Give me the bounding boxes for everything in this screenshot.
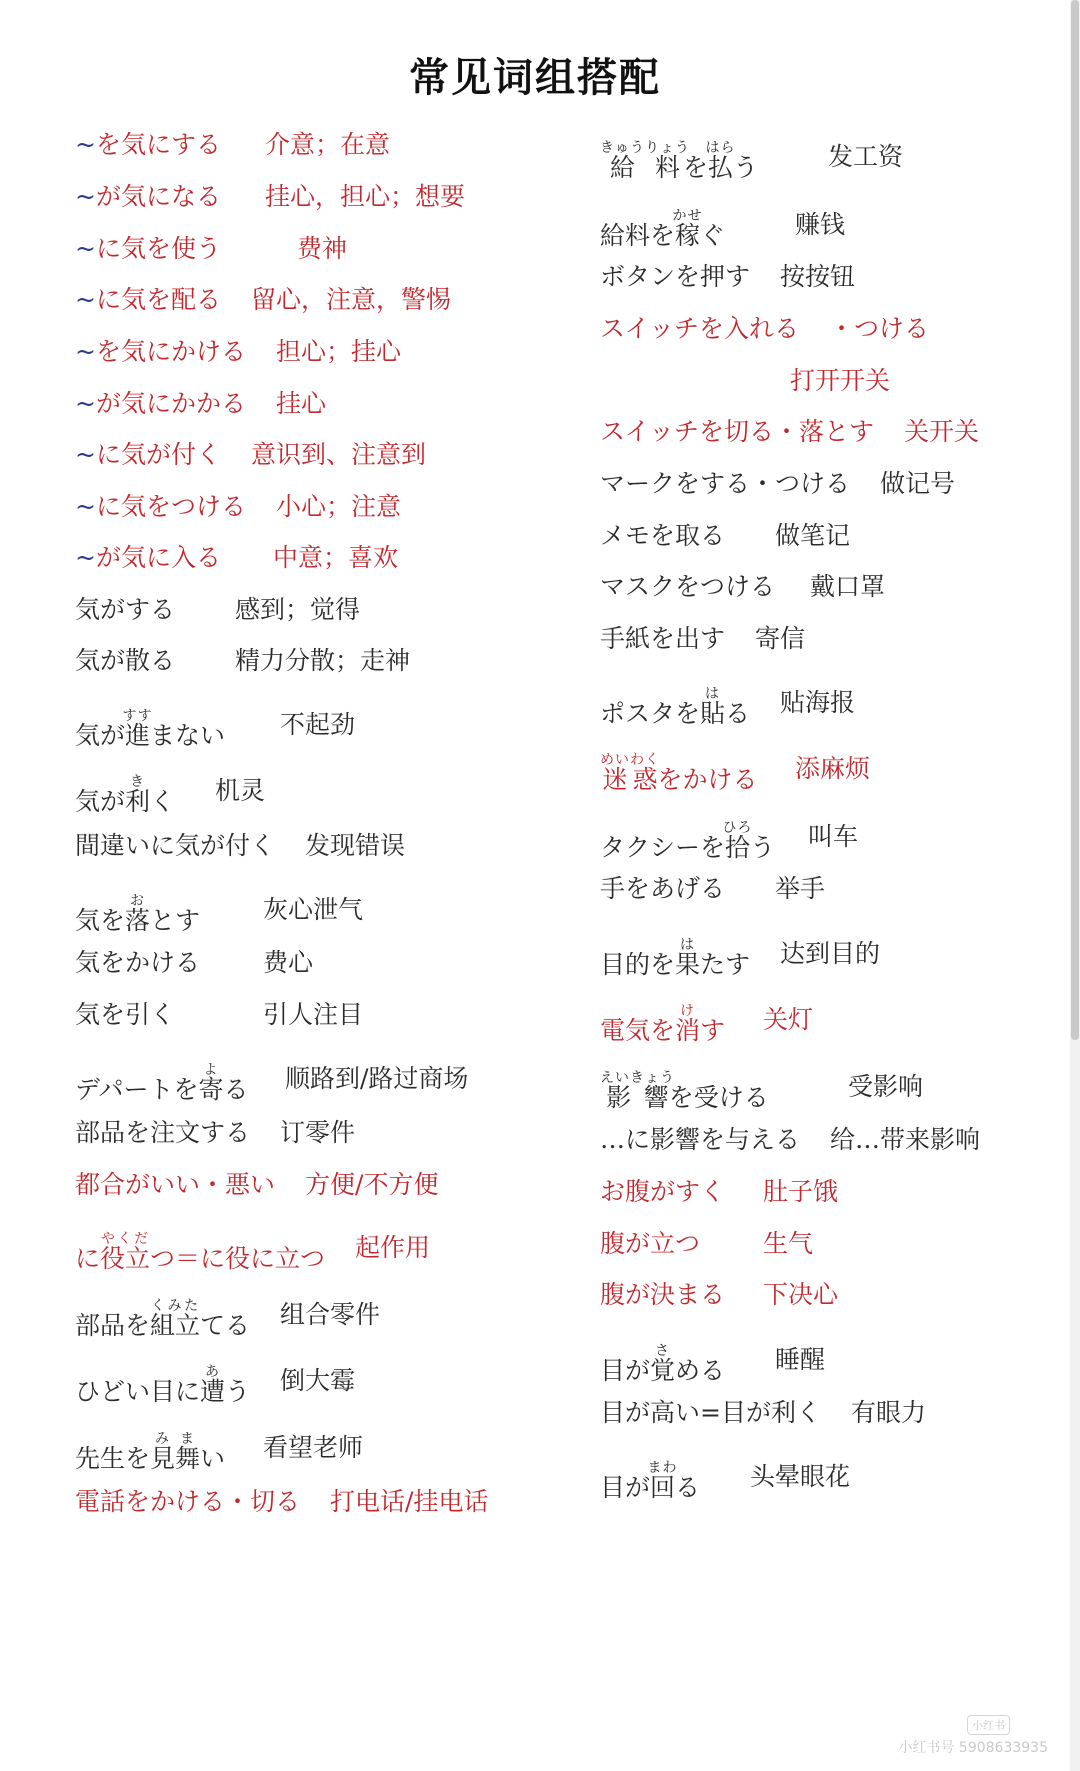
chinese-meaning: 介意；在意	[265, 130, 391, 159]
furigana: めいわく	[600, 752, 660, 768]
ruby-base: 影響	[600, 1083, 675, 1112]
chinese-meaning: 下决心	[763, 1280, 839, 1309]
japanese-phrase	[600, 570, 775, 604]
phrase-text: い	[200, 1444, 226, 1473]
page-title: 常见词组搭配	[409, 54, 661, 101]
furigana: さ	[650, 1343, 676, 1359]
chinese-meaning: 顺路到/路过商场	[285, 1064, 469, 1093]
japanese-phrase	[75, 541, 221, 575]
ruby-base: 寄	[198, 1075, 224, 1104]
watermark-logo: 小红书	[967, 1715, 1010, 1735]
phrase-text: 気が散る	[75, 646, 176, 675]
phrase-text: スイッチを入れる	[600, 314, 800, 343]
phrase-text: ボタンを押す	[600, 262, 751, 291]
chinese-meaning: 订零件	[280, 1118, 356, 1147]
chinese-meaning: 肚子饿	[763, 1177, 839, 1206]
japanese-phrase	[75, 438, 221, 472]
chinese-meaning: ・つける	[829, 314, 930, 343]
phrase-text: てる	[200, 1311, 251, 1340]
japanese-phrase	[75, 946, 200, 980]
ruby-word	[705, 140, 736, 182]
phrase-text: 部品を注文する	[75, 1118, 251, 1147]
chinese-meaning: 不起劲	[280, 710, 356, 739]
tilde-marker: ~	[75, 285, 96, 314]
japanese-phrase	[75, 1431, 225, 1476]
chinese-meaning: 挂心	[275, 389, 326, 418]
phrase-text: に気をつける	[95, 492, 246, 521]
japanese-phrase	[75, 1062, 249, 1107]
japanese-phrase	[75, 1298, 250, 1343]
ruby-base: 拾	[722, 833, 753, 862]
chinese-meaning: 关灯	[763, 1005, 814, 1034]
furigana: みま	[150, 1431, 201, 1447]
chinese-meaning: 看望老师	[263, 1433, 364, 1462]
chinese-meaning: 发现错误	[305, 831, 406, 860]
chinese-meaning: 寄信	[755, 624, 806, 653]
chinese-meaning: 费神	[297, 234, 348, 263]
japanese-phrase	[75, 1364, 250, 1409]
ruby-base: 給料	[600, 153, 690, 182]
tilde-marker: ~	[75, 492, 96, 521]
chinese-meaning: 留心，注意，警惕	[250, 285, 451, 314]
phrase-text: す	[700, 1016, 726, 1045]
japanese-phrase	[75, 232, 221, 266]
furigana: は	[675, 937, 701, 953]
chinese-meaning: 灰心泄气	[263, 895, 364, 924]
ruby-word	[150, 1431, 201, 1473]
phrase-text: マスクをつける	[600, 572, 776, 601]
chinese-meaning: 组合零件	[280, 1300, 381, 1329]
furigana: あ	[200, 1364, 226, 1380]
phrase-text: 電話をかける・切る	[75, 1487, 301, 1516]
japanese-phrase	[600, 1396, 821, 1430]
japanese-phrase	[75, 387, 246, 421]
chinese-meaning: 费心	[263, 948, 314, 977]
furigana: えいきょう	[600, 1070, 675, 1086]
ruby-word	[700, 686, 726, 728]
ruby-base: 消	[675, 1016, 701, 1045]
ruby-word	[200, 1364, 226, 1406]
ruby-base: 遭	[200, 1377, 226, 1406]
japanese-phrase	[75, 998, 175, 1032]
furigana: くみた	[150, 1298, 201, 1314]
ruby-word	[722, 820, 753, 862]
phrase-text: ひどい目に	[75, 1377, 201, 1406]
ruby-word	[600, 752, 660, 794]
chinese-meaning: 头晕眼花	[750, 1462, 851, 1491]
japanese-phrase	[600, 622, 725, 656]
chinese-meaning: 感到；觉得	[235, 595, 361, 624]
japanese-phrase	[75, 1168, 275, 1202]
chinese-meaning: 挂心，担心；想要	[265, 182, 466, 211]
ruby-base: 落	[125, 906, 151, 935]
ruby-word	[600, 1070, 675, 1112]
scrollbar[interactable]	[1070, 0, 1080, 1771]
phrase-text: を受ける	[668, 1083, 769, 1112]
ruby-word	[675, 1003, 701, 1045]
chinese-meaning: 意识到、注意到	[250, 440, 426, 469]
ruby-base: 払	[705, 153, 736, 182]
ruby-word	[100, 1231, 151, 1273]
phrase-text: 間違いに気が付く	[75, 831, 276, 860]
furigana: まわ	[647, 1460, 678, 1476]
ruby-base: 組立	[150, 1311, 201, 1340]
phrase-text: スイッチを切る・落とす	[600, 417, 875, 446]
phrase-text: 気が	[75, 721, 126, 750]
phrase-text: をかける	[657, 765, 758, 794]
phrase-text: る	[675, 1473, 701, 1502]
chinese-meaning: 方便/不方便	[305, 1170, 439, 1199]
ruby-word	[672, 208, 703, 250]
phrase-text: に	[75, 1244, 101, 1273]
phrase-text: お腹がすく	[600, 1177, 726, 1206]
ruby-base: 迷惑	[600, 765, 660, 794]
furigana: やくだ	[100, 1231, 151, 1247]
phrase-text: 目が	[600, 1473, 651, 1502]
phrase-text: う	[733, 153, 759, 182]
japanese-phrase	[600, 260, 750, 294]
furigana: き	[125, 774, 151, 790]
phrase-text: メモを取る	[600, 521, 726, 550]
japanese-phrase	[600, 1123, 800, 1157]
japanese-phrase	[75, 1485, 300, 1519]
furigana: よ	[198, 1062, 224, 1078]
chinese-meaning: 达到目的	[780, 939, 881, 968]
japanese-phrase	[600, 1003, 725, 1048]
japanese-phrase	[75, 829, 275, 863]
furigana: はら	[705, 140, 736, 156]
tilde-marker: ~	[75, 130, 96, 159]
chinese-meaning: 小心；注意	[275, 492, 401, 521]
phrase-text: 手紙を出す	[600, 624, 726, 653]
japanese-phrase	[75, 128, 221, 162]
ruby-word	[675, 937, 701, 979]
phrase-text: 気が	[75, 787, 126, 816]
phrase-text: ぐ	[700, 221, 726, 250]
phrase-text: 部品を	[75, 1311, 151, 1340]
japanese-phrase	[75, 335, 246, 369]
scrollbar-thumb[interactable]	[1071, 0, 1079, 1040]
phrase-text: 電気を	[600, 1016, 676, 1045]
ruby-base: 果	[675, 950, 701, 979]
chinese-meaning: 起作用	[355, 1233, 431, 1262]
phrase-text: …に影響を与える	[600, 1125, 801, 1154]
tilde-marker: ~	[75, 234, 96, 263]
ruby-base: 見舞	[150, 1444, 201, 1473]
japanese-phrase	[600, 937, 750, 982]
japanese-phrase	[600, 312, 799, 346]
phrase-text: 目が高い=目が利く	[600, 1398, 821, 1427]
ruby-base: 稼	[672, 221, 703, 250]
tilde-marker: ~	[75, 389, 96, 418]
phrase-text: デパートを	[75, 1075, 199, 1104]
phrase-text: つ＝に役に立つ	[150, 1244, 326, 1273]
phrase-text: る	[725, 699, 751, 728]
tilde-marker: ~	[75, 337, 96, 366]
chinese-meaning: 做笔记	[775, 521, 851, 550]
japanese-phrase	[600, 208, 725, 253]
japanese-phrase	[75, 593, 175, 627]
japanese-phrase	[600, 467, 850, 501]
phrase-text: う	[750, 833, 776, 862]
japanese-phrase	[600, 1227, 700, 1261]
chinese-meaning: 举手	[775, 874, 826, 903]
chinese-meaning: 生气	[763, 1229, 814, 1258]
chinese-meaning: 精力分散；走神	[235, 646, 411, 675]
chinese-meaning: 睡醒	[775, 1345, 826, 1374]
ruby-base: 役立	[100, 1244, 151, 1273]
phrase-text: に気を使う	[95, 234, 221, 263]
furigana: すす	[122, 708, 153, 724]
watermark-text: 小红书号 5908633935	[898, 1740, 1048, 1756]
phrase-text: 先生を	[75, 1444, 151, 1473]
japanese-phrase	[75, 490, 246, 524]
chinese-meaning: 戴口罩	[810, 572, 886, 601]
chinese-meaning: 给…带来影响	[830, 1125, 981, 1154]
japanese-phrase	[600, 752, 758, 797]
chinese-meaning: 赚钱	[795, 210, 846, 239]
japanese-phrase	[600, 820, 775, 865]
phrase-text: 気を引く	[75, 1000, 176, 1029]
phrase-row	[790, 364, 890, 398]
chinese-meaning: 有眼力	[850, 1398, 926, 1427]
phrase-text: 腹が立つ	[600, 1229, 701, 1258]
japanese-phrase	[600, 519, 725, 553]
phrase-text: まない	[150, 721, 226, 750]
ruby-base: 利	[125, 787, 151, 816]
ruby-word	[647, 1460, 678, 1502]
furigana: ひろ	[722, 820, 753, 836]
tilde-marker: ~	[75, 182, 96, 211]
phrase-text: 目的を	[600, 950, 676, 979]
phrase-text: 都合がいい・悪い	[75, 1170, 276, 1199]
japanese-phrase	[600, 1175, 725, 1209]
phrase-text: 気を	[75, 906, 126, 935]
chinese-meaning: 做记号	[880, 469, 956, 498]
ruby-word	[125, 893, 151, 935]
phrase-text: に気が付く	[95, 440, 221, 469]
phrase-text: 気がする	[75, 595, 176, 624]
furigana: お	[125, 893, 151, 909]
ruby-base: 貼	[700, 699, 726, 728]
japanese-phrase	[600, 1070, 769, 1115]
japanese-phrase	[600, 872, 725, 906]
meaning-text: 打开开关	[790, 366, 891, 395]
japanese-phrase	[75, 774, 175, 819]
phrase-text: く	[150, 787, 176, 816]
phrase-text: とす	[150, 906, 201, 935]
japanese-phrase	[75, 1231, 325, 1276]
chinese-meaning: 发工资	[828, 142, 904, 171]
japanese-phrase	[600, 1460, 700, 1505]
chinese-meaning: 贴海报	[780, 688, 856, 717]
ruby-base: 進	[122, 721, 153, 750]
furigana: かせ	[672, 208, 703, 224]
japanese-phrase	[75, 283, 221, 317]
chinese-meaning: 机灵	[215, 776, 266, 805]
japanese-phrase	[600, 1343, 725, 1388]
japanese-phrase	[600, 415, 874, 449]
japanese-phrase	[75, 708, 225, 753]
ruby-word	[198, 1062, 224, 1104]
phrase-text: る	[223, 1075, 249, 1104]
phrase-text: マークをする・つける	[600, 469, 851, 498]
phrase-text: が気になる	[95, 182, 221, 211]
phrase-text: が気に入る	[95, 543, 221, 572]
tilde-marker: ~	[75, 543, 96, 572]
chinese-meaning: 担心；挂心	[275, 337, 401, 366]
ruby-word	[650, 1343, 676, 1385]
japanese-phrase	[75, 1116, 250, 1150]
phrase-text: が気にかかる	[95, 389, 246, 418]
phrase-text: を気にする	[95, 130, 221, 159]
furigana: け	[675, 1003, 701, 1019]
chinese-meaning: 受影响	[848, 1072, 924, 1101]
japanese-phrase	[75, 644, 175, 678]
ruby-base: 回	[647, 1473, 678, 1502]
phrase-text: を	[682, 153, 708, 182]
chinese-meaning: 倒大霉	[280, 1366, 356, 1395]
phrase-text: 目が	[600, 1356, 651, 1385]
ruby-base: 覚	[650, 1356, 676, 1385]
furigana: は	[700, 686, 726, 702]
ruby-word	[125, 774, 151, 816]
ruby-word	[600, 140, 690, 182]
phrase-text: タクシーを	[600, 833, 726, 862]
chinese-meaning: 引人注目	[263, 1000, 364, 1029]
phrase-text: める	[675, 1356, 726, 1385]
chinese-meaning: 打电话/挂电话	[330, 1487, 489, 1516]
phrase-text: う	[225, 1377, 251, 1406]
japanese-phrase	[75, 180, 221, 214]
chinese-meaning: 中意；喜欢	[273, 543, 399, 572]
chinese-meaning: 添麻烦	[795, 754, 871, 783]
ruby-word	[122, 708, 153, 750]
tilde-marker: ~	[75, 440, 96, 469]
furigana: きゅうりょう	[600, 140, 690, 156]
japanese-phrase	[600, 686, 750, 731]
japanese-phrase	[75, 893, 200, 938]
phrase-text: を気にかける	[95, 337, 246, 366]
phrase-text: 気をかける	[75, 948, 201, 977]
ruby-word	[150, 1298, 201, 1340]
chinese-meaning: 叫车	[808, 822, 859, 851]
phrase-text: 給料を	[600, 221, 676, 250]
phrase-text: たす	[700, 950, 751, 979]
chinese-meaning: 关开关	[904, 417, 980, 446]
phrase-text: に気を配る	[95, 285, 221, 314]
phrase-text: ポスタを	[600, 699, 701, 728]
japanese-phrase	[600, 140, 758, 185]
phrase-text: 腹が決まる	[600, 1280, 726, 1309]
chinese-meaning: 按按钮	[780, 262, 856, 291]
phrase-text: 手をあげる	[600, 874, 726, 903]
japanese-phrase	[600, 1278, 725, 1312]
